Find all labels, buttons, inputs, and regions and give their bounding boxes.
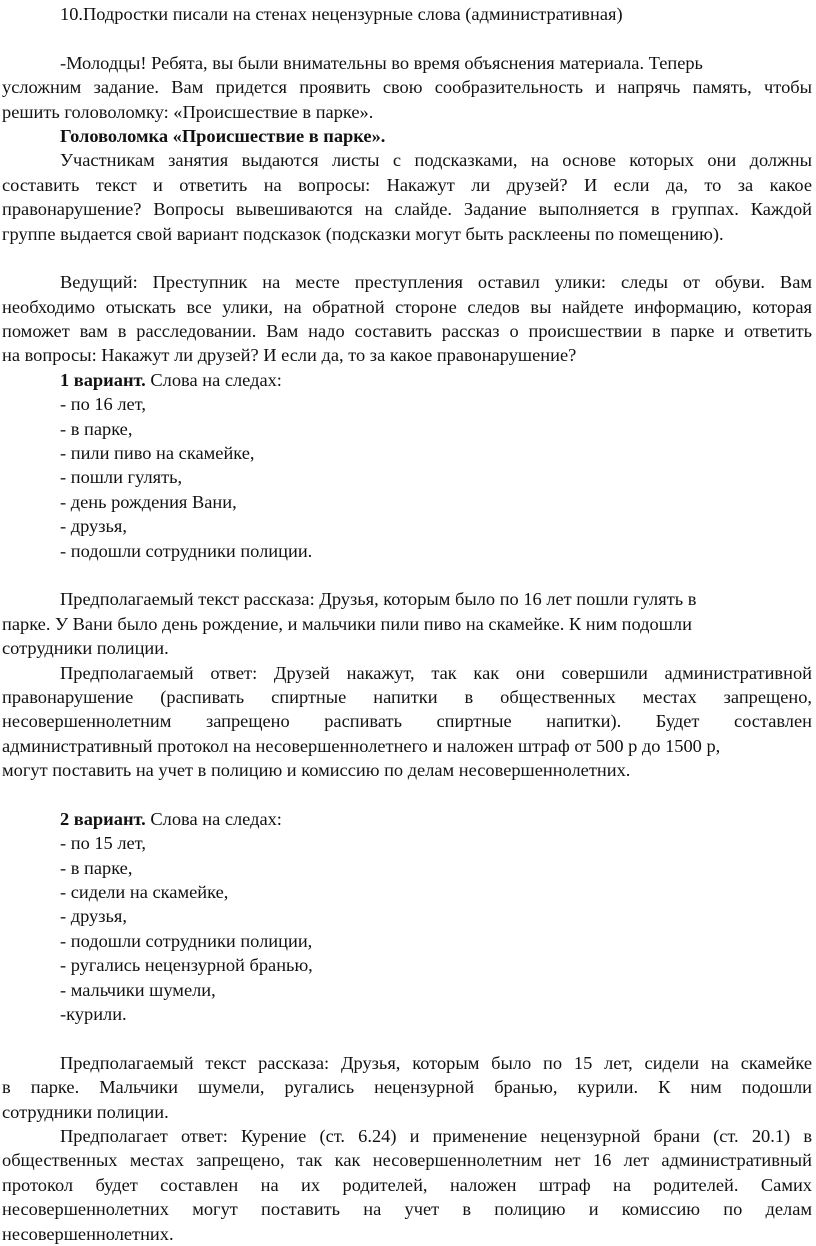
spacer	[2, 26, 816, 50]
host-line: на вопросы: Накажут ли друзей? И если да, то за какое правонарушение?	[2, 345, 577, 366]
variant2-item: - в парке,	[60, 857, 133, 878]
variant1-story-line: парке. У Вани было день рождение, и мальчики пили пиво на скамейке. К ним подошли	[2, 613, 692, 634]
variant2-item: - сидели на скамейке,	[60, 882, 229, 903]
variant1-answer-line: Предполагаемый ответ: Друзей накажут, так как они совершили административной	[60, 662, 812, 683]
variant2-story-line: сотрудники полиции.	[2, 1101, 169, 1122]
variant2-answer-line: несовершеннолетних могут поставить на учет в полицию и комиссию по делам	[2, 1199, 812, 1220]
host-line: необходимо отыскать все улики, на обратной стороне следов вы найдете информацию, которая	[2, 296, 812, 317]
host-line: поможет вам в расследовании. Вам надо составить рассказ о происшествии в парке и ответить	[2, 321, 812, 342]
task-line: составить текст и ответить на вопросы: Накажут ли друзей? И если да, то за какое	[2, 174, 812, 195]
variant2-answer-line: Предполагает ответ: Курение (ст. 6.24) и применение нецензурной брани (ст. 20.1) в	[60, 1125, 812, 1146]
task-line: правонарушение? Вопросы вывешиваются на слайде. Задание выполняется в группах. Каждой	[2, 199, 812, 220]
variant1-answer-line: несовершеннолетним запрещено распивать спиртные напитки). Будет составлен	[2, 711, 812, 732]
intro-line: -Молодцы! Ребята, вы были внимательны во время объяснения материала. Теперь	[60, 52, 703, 73]
variant1-story-line: сотрудники полиции.	[2, 638, 169, 659]
variant1-answer-line: административный протокол на несовершеннолетнего и наложен штраф от 500 р до 1500 р,	[2, 735, 721, 756]
variant2-label: 2 вариант.	[60, 808, 146, 829]
variant1-item: - в парке,	[60, 418, 133, 439]
variant1-heading	[2, 368, 816, 392]
task-line: Участникам занятия выдаются листы с подсказками, на основе которых они должны	[60, 150, 812, 171]
variant1-item: - друзья,	[60, 516, 127, 537]
task-line: группе выдается свой вариант подсказок (подсказки могут быть расклеены по помещению).	[2, 223, 724, 244]
variant2-item: - по 15 лет,	[60, 833, 146, 854]
variant2-item: - мальчики шумели,	[60, 979, 216, 1000]
variant1-item: - по 16 лет,	[60, 394, 146, 415]
variant1-story-line: Предполагаемый текст рассказа: Друзья, которым было по 16 лет пошли гулять в	[60, 589, 697, 610]
variant1-answer-line: правонарушение (распивать спиртные напитки в общественных местах запрещено,	[2, 686, 812, 707]
spacer	[2, 783, 816, 807]
spacer	[2, 246, 816, 270]
variant2-suffix: Слова на следах:	[145, 808, 282, 829]
spacer	[2, 563, 816, 587]
variant1-answer-line: могут поставить на учет в полицию и комиссию по делам несовершеннолетних.	[2, 760, 631, 781]
variant2-item: - ругались нецензурной бранью,	[60, 955, 313, 976]
variant2-answer-line: общественных местах запрещено, так как несовершеннолетним нет 16 лет административный	[2, 1150, 812, 1171]
variant2-answer-line: несовершеннолетних.	[2, 1223, 174, 1244]
variant2-answer-line: протокол будет составлен на их родителей, наложен штраф на родителей. Самих	[2, 1174, 812, 1195]
section-heading: 10.Подростки писали на стенах нецензурные слова (административная)	[60, 4, 623, 24]
variant1-item: - пили пиво на скамейке,	[60, 443, 255, 464]
variant1-item: - подошли сотрудники полиции.	[60, 540, 313, 561]
variant2-story-line: в парке. Мальчики шумели, ругались нецензурной бранью, курили. К ним подошли	[2, 1077, 812, 1098]
intro-line: усложним задание. Вам придется проявить свою сообразительность и напрячь память, чтобы	[2, 77, 812, 98]
host-line: Ведущий: Преступник на месте преступления оставил улики: следы от обуви. Вам	[60, 272, 812, 293]
variant2-story-line: Предполагаемый текст рассказа: Друзья, которым было по 15 лет, сидели на скамейке	[60, 1052, 812, 1073]
variant1-label: 1 вариант.	[60, 369, 146, 390]
variant1-item: - пошли гулять,	[60, 467, 183, 488]
variant2-heading	[2, 807, 816, 831]
variant1-suffix: Слова на следах:	[145, 369, 282, 390]
intro-line: решить головоломку: «Происшествие в парке».	[2, 101, 374, 122]
variant1-item: - день рождения Вани,	[60, 491, 237, 512]
spacer	[2, 1026, 816, 1050]
variant2-item: - подошли сотрудники полиции,	[60, 930, 313, 951]
puzzle-title	[2, 124, 816, 148]
variant2-item: - друзья,	[60, 906, 127, 927]
variant2-item: -курили.	[60, 1004, 127, 1025]
puzzle-title-text: Головоломка «Происшествие в парке».	[60, 125, 386, 146]
